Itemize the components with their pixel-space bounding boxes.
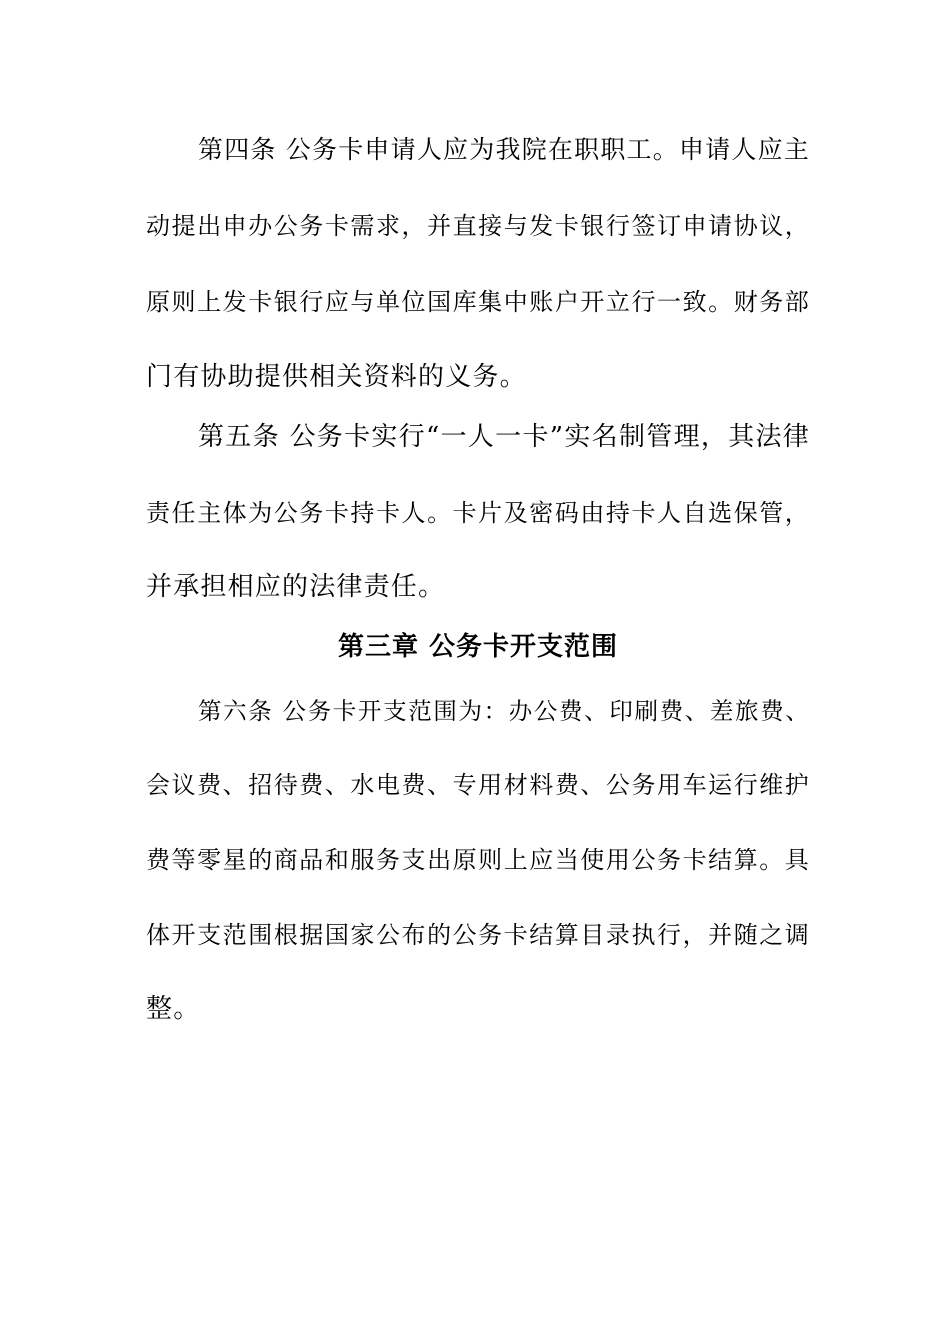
article-6-line-2: 会议费、招待费、水电费、专用材料费、公务用车运行维护	[146, 771, 810, 799]
article-4-line-4: 门有协助提供相关资料的义务。	[146, 362, 527, 392]
article-6-line-5: 整。	[146, 994, 201, 1024]
article-6-line-3: 费等零星的商品和服务支出原则上应当使用公务卡结算。具	[146, 846, 810, 874]
article-4-line-1: 第四条 公务卡申请人应为我院在职职工。申请人应主	[198, 135, 810, 164]
article-5-line-3: 并承担相应的法律责任。	[146, 572, 446, 602]
article-5-line-1: 第五条 公务卡实行“一人一卡”实名制管理，其法律	[198, 422, 810, 452]
article-4-line-2: 动提出申办公务卡需求，并直接与发卡银行签订申请协议，	[146, 212, 810, 240]
article-5-line-2: 责任主体为公务卡持卡人。卡片及密码由持卡人自选保管，	[146, 499, 810, 527]
article-6-line-4: 体开支范围根据国家公布的公务卡结算目录执行，并随之调	[146, 921, 810, 949]
article-4-line-3: 原则上发卡银行应与单位国库集中账户开立行一致。财务部	[146, 288, 810, 316]
article-6-line-1: 第六条 公务卡开支范围为：办公费、印刷费、差旅费、	[198, 697, 810, 725]
chapter-3-heading: 第三章 公务卡开支范围	[337, 632, 619, 662]
